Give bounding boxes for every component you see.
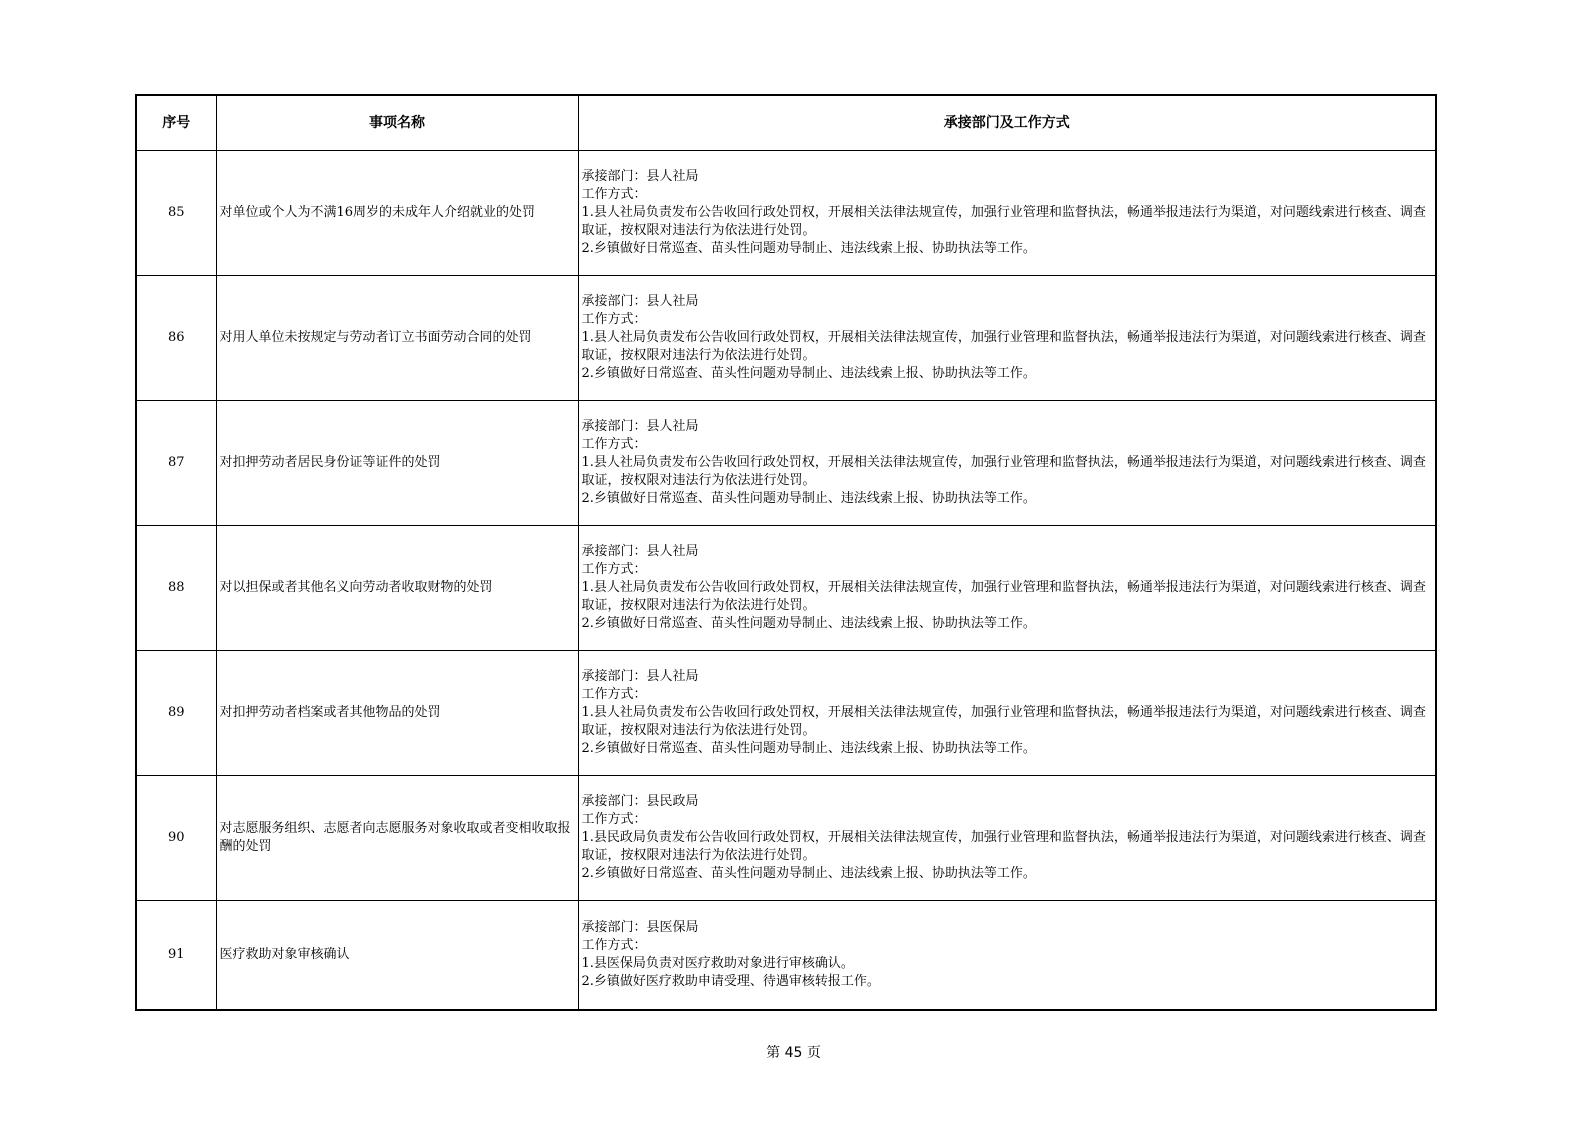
table-row — [136, 526, 1436, 651]
department-line: 承接部门：县人社局 — [581, 169, 699, 184]
work-method-item-2: 2.乡镇做好日常巡查、苗头性问题劝导制止、违法线索上报、协助执法等工作。 — [581, 616, 1036, 631]
table-row — [136, 151, 1436, 276]
table-row — [136, 776, 1436, 901]
table-header-row — [136, 95, 1436, 151]
department-line: 承接部门：县人社局 — [581, 669, 699, 684]
row-department-and-method — [578, 901, 1436, 1011]
row-serial-number: 91 — [136, 901, 216, 1011]
work-method-item-1: 1.县人社局负责发布公告收回行政处罚权，开展相关法律法规宣传，加强行业管理和监督执法，畅通举报违法行为渠道，对问题线索进行核查、调查取证，按权限对违法行为依法进行处罚。 — [581, 705, 1426, 738]
department-line: 承接部门：县人社局 — [581, 294, 699, 309]
row-item-name: 对扣押劳动者档案或者其他物品的处罚 — [216, 651, 578, 776]
work-method-label: 工作方式： — [581, 437, 647, 452]
row-serial-number: 90 — [136, 776, 216, 901]
department-line: 承接部门：县人社局 — [581, 419, 699, 434]
row-department-and-method — [578, 526, 1436, 651]
work-method-item-2: 2.乡镇做好日常巡查、苗头性问题劝导制止、违法线索上报、协助执法等工作。 — [581, 241, 1036, 256]
row-department-and-method — [578, 776, 1436, 901]
work-method-label: 工作方式： — [581, 812, 647, 827]
department-line: 承接部门：县民政局 — [581, 794, 699, 809]
header-item-name: 事项名称 — [216, 95, 578, 151]
work-method-label: 工作方式： — [581, 312, 647, 327]
work-method-item-1: 1.县民政局负责发布公告收回行政处罚权，开展相关法律法规宣传，加强行业管理和监督执法，畅通举报违法行为渠道，对问题线索进行核查、调查取证，按权限对违法行为依法进行处罚。 — [581, 830, 1426, 863]
row-item-name: 对扣押劳动者居民身份证等证件的处罚 — [216, 401, 578, 526]
row-serial-number: 85 — [136, 151, 216, 276]
page-number: 第 45 页 — [766, 1045, 821, 1061]
row-serial-number: 87 — [136, 401, 216, 526]
row-item-name: 对用人单位未按规定与劳动者订立书面劳动合同的处罚 — [216, 276, 578, 401]
work-method-item-2: 2.乡镇做好日常巡查、苗头性问题劝导制止、违法线索上报、协助执法等工作。 — [581, 366, 1036, 381]
work-method-item-2: 2.乡镇做好日常巡查、苗头性问题劝导制止、违法线索上报、协助执法等工作。 — [581, 741, 1036, 756]
table-row — [136, 651, 1436, 776]
table-row — [136, 401, 1436, 526]
row-department-and-method — [578, 276, 1436, 401]
work-method-item-2: 2.乡镇做好日常巡查、苗头性问题劝导制止、违法线索上报、协助执法等工作。 — [581, 491, 1036, 506]
work-method-item-2: 2.乡镇做好医疗救助申请受理、待遇审核转报工作。 — [581, 974, 880, 989]
work-method-item-1: 1.县人社局负责发布公告收回行政处罚权，开展相关法律法规宣传，加强行业管理和监督执法，畅通举报违法行为渠道，对问题线索进行核查、调查取证，按权限对违法行为依法进行处罚。 — [581, 205, 1426, 238]
work-method-item-1: 1.县医保局负责对医疗救助对象进行审核确认。 — [581, 956, 854, 971]
row-item-name: 对单位或个人为不满16周岁的未成年人介绍就业的处罚 — [216, 151, 578, 276]
header-department-and-method: 承接部门及工作方式 — [578, 95, 1436, 151]
work-method-label: 工作方式： — [581, 938, 647, 953]
department-line: 承接部门：县人社局 — [581, 544, 699, 559]
table-row — [136, 276, 1436, 401]
row-serial-number: 86 — [136, 276, 216, 401]
matters-table — [135, 94, 1437, 1011]
work-method-item-1: 1.县人社局负责发布公告收回行政处罚权，开展相关法律法规宣传，加强行业管理和监督执法，畅通举报违法行为渠道，对问题线索进行核查、调查取证，按权限对违法行为依法进行处罚。 — [581, 455, 1426, 488]
row-item-name: 对以担保或者其他名义向劳动者收取财物的处罚 — [216, 526, 578, 651]
row-item-name: 医疗救助对象审核确认 — [216, 901, 578, 1011]
work-method-item-1: 1.县人社局负责发布公告收回行政处罚权，开展相关法律法规宣传，加强行业管理和监督执法，畅通举报违法行为渠道，对问题线索进行核查、调查取证，按权限对违法行为依法进行处罚。 — [581, 580, 1426, 613]
row-department-and-method — [578, 401, 1436, 526]
row-item-name: 对志愿服务组织、志愿者向志愿服务对象收取或者变相收取报酬的处罚 — [216, 776, 578, 901]
row-department-and-method — [578, 651, 1436, 776]
work-method-label: 工作方式： — [581, 687, 647, 702]
work-method-item-1: 1.县人社局负责发布公告收回行政处罚权，开展相关法律法规宣传，加强行业管理和监督执法，畅通举报违法行为渠道，对问题线索进行核查、调查取证，按权限对违法行为依法进行处罚。 — [581, 330, 1426, 363]
table-row — [136, 901, 1436, 1011]
department-line: 承接部门：县医保局 — [581, 920, 699, 935]
row-serial-number: 89 — [136, 651, 216, 776]
work-method-item-2: 2.乡镇做好日常巡查、苗头性问题劝导制止、违法线索上报、协助执法等工作。 — [581, 866, 1036, 881]
work-method-label: 工作方式： — [581, 187, 647, 202]
row-department-and-method — [578, 151, 1436, 276]
header-serial-number: 序号 — [136, 95, 216, 151]
work-method-label: 工作方式： — [581, 562, 647, 577]
row-serial-number: 88 — [136, 526, 216, 651]
